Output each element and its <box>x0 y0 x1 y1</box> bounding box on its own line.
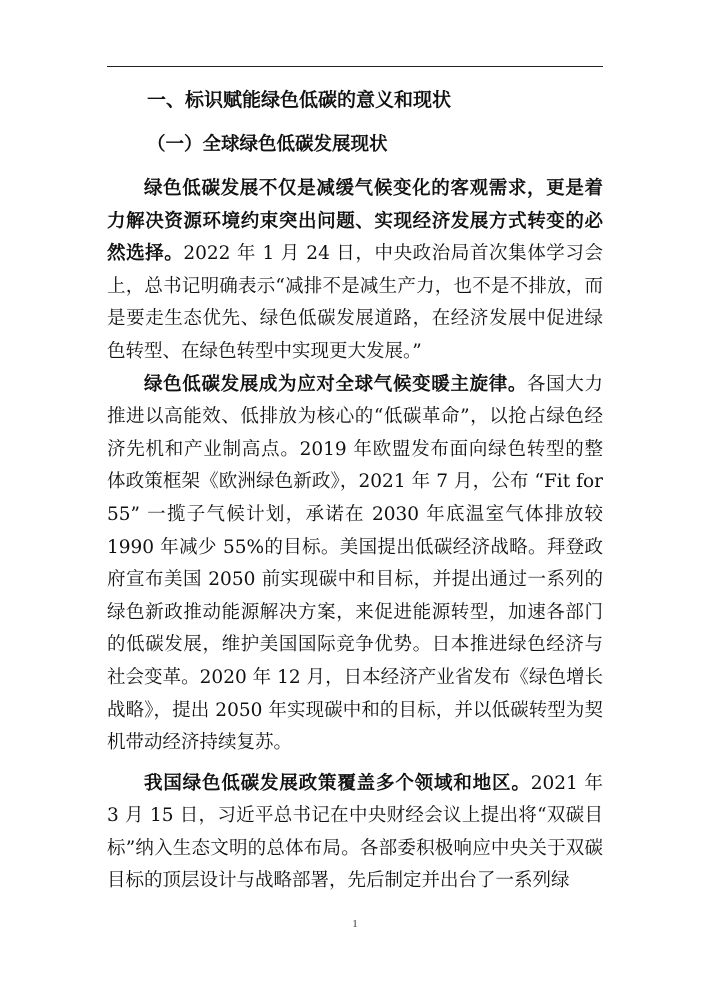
paragraph-2 <box>107 369 603 760</box>
paragraph-text: 2021 年 3 月 15 日，习近平总书记在中央财经会议上提出将“双碳目标”纳入生态文明的总体布局。各部委积极响应中央关于双碳目标的顶层设计与战略部署，先后制定并出台了一系列绿 <box>107 772 603 892</box>
page-number: 1 <box>352 918 358 930</box>
subsection-heading: （一）全球绿色低碳发展现状 <box>147 134 388 155</box>
section-heading: 一、标识赋能绿色低碳的意义和现状 <box>147 89 452 111</box>
paragraph-text: 2022 年 1 月 24 日，中央政治局首次集体学习会上，总书记明确表示“减排不是减生产力，也不是不排放，而是要走生态优先、绿色低碳发展道路，在经济发展中促进绿色转型、在绿色转型中实现更大发展。” <box>107 243 603 362</box>
paragraph-3 <box>107 768 603 898</box>
paragraph-lead: 我国绿色低碳发展政策覆盖多个领域和地区。 <box>144 772 531 794</box>
header-rule <box>107 66 603 67</box>
paragraph-text: 各国大力推进以高能效、低排放为核心的“低碳革命”，以抢占绿色经济先机和产业制高点。2019 年欧盟发布面向绿色转型的整体政策框架《欧洲绿色新政》，2021 年 7 月，公布 “Fit for 55” 一揽子气候计划，承诺在 2030 年底温室气体排放较 1990 年减少 55%的目标。美国提出低碳经济战略。拜登政府宣布美国 2050 前实现碳中和目标，并提出通过一系列的绿色新政推动能源解决方案，来促进能源转型，加速各部门的低碳发展，维护美国国际竞争优势。日本推进绿色经济与社会变革。2020 年 12 月，日本经济产业省发布《绿色增长战略》，提出 2050 年实现碳中和的目标，并以低碳转型为契机带动经济持续复苏。 <box>107 373 603 754</box>
document-body <box>107 82 603 898</box>
paragraph-1 <box>107 173 603 369</box>
paragraph-lead: 绿色低碳发展成为应对全球气候变暖主旋律。 <box>144 373 528 395</box>
paragraph-lead: 绿色低碳发展不仅是减缓气候变化的客观需求，更是着力解决资源环境约束突出问题、实现经济发展方式转变的必然选择。 <box>107 178 603 265</box>
